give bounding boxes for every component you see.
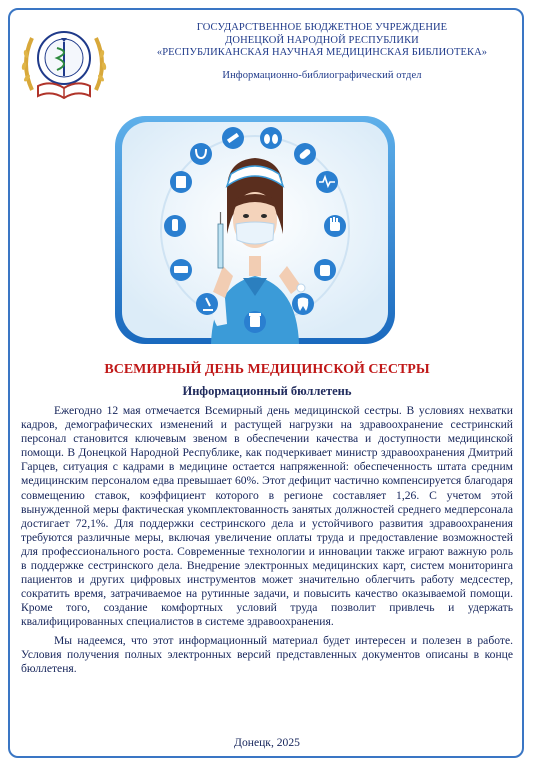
- bulletin-subtitle: Информационный бюллетень: [182, 384, 352, 398]
- department-name: Информационно-библиографический отдел: [222, 69, 422, 81]
- body-paragraph-1: Ежегодно 12 мая отмечается Всемирный день медицинской сестры. В условиях нехватки кадров, демографических изменений и растущей нагрузки на здравоохранение сестринский персонал становится ключевым звеном в обеспечении качества и доступности медицинской помощи. В Донецкой Народной Республике, как подчеркивает министр здравоохранения Дмитрий Гарцев, ситуация с кадрами в медицине остается напряженной: обеспеченность штата средним медицинским персоналом едва превышает 60%. Этот дефицит частично компенсируется благодаря совмещению ставок, коэффициент которого в регионе составляет 1,26. С учетом этой вынужденной меры фактическая укомплектованность занятых должностей среднего медперсонала достигает 72,1%. Для поддержки сестринского дела и устойчивого развития здравоохранения требуются различные меры, включая увеличение оплаты труда и предоставление возможностей для профессионального роста. Современные технологии и инновации также играют важную роль в поддержке сестринского дела. Внедрение электронных медицинских карт, систем мониторинга пациентов и других цифровых инструментов может значительно облегчить работу медсестер, сократить время, затрачиваемое на рутинные задачи, и повысить качество оказываемой помощи. Кроме того, создание комфортных условий труда позволит привлечь и удержать квалифицированных специалистов в системе здравоохранения.: [21, 404, 513, 629]
- tooth-icon: [292, 293, 314, 315]
- library-emblem-logo: [16, 20, 112, 106]
- syringe-icon: [222, 127, 244, 149]
- bottle-icon: [314, 259, 336, 281]
- glove-icon: [324, 215, 346, 237]
- ambulance-icon: [170, 259, 192, 281]
- lungs-icon: [260, 127, 282, 149]
- bulletin-body: [21, 404, 513, 676]
- pill-icon: [294, 143, 316, 165]
- heart-rate-icon: [316, 171, 338, 193]
- microscope-icon: [196, 293, 218, 315]
- nurse-illustration: [115, 116, 395, 344]
- place-date: Донецк, 2025: [234, 736, 300, 749]
- header-line-2: ДОНЕЦКОЙ НАРОДНОЙ РЕСПУБЛИКИ: [225, 34, 419, 46]
- stethoscope-icon: [190, 143, 212, 165]
- header-line-3: «РЕСПУБЛИКАНСКАЯ НАУЧНАЯ МЕДИЦИНСКАЯ БИБЛИОТЕКА»: [156, 47, 488, 58]
- dropper-icon: [164, 215, 186, 237]
- pill-bottle-icon: [244, 311, 266, 333]
- body-paragraph-2: Мы надеемся, что этот информационный материал будет интересен и полезен в работе. Условия получения полных электронных версий представленных документов описаны в конце бюллетеня.: [21, 633, 513, 675]
- tablet-icon: [170, 171, 192, 193]
- bulletin-title: ВСЕМИРНЫЙ ДЕНЬ МЕДИЦИНСКОЙ СЕСТРЫ: [104, 362, 430, 377]
- institution-header: [120, 22, 524, 82]
- header-line-1: ГОСУДАРСТВЕННОЕ БЮДЖЕТНОЕ УЧРЕЖДЕНИЕ: [196, 22, 448, 33]
